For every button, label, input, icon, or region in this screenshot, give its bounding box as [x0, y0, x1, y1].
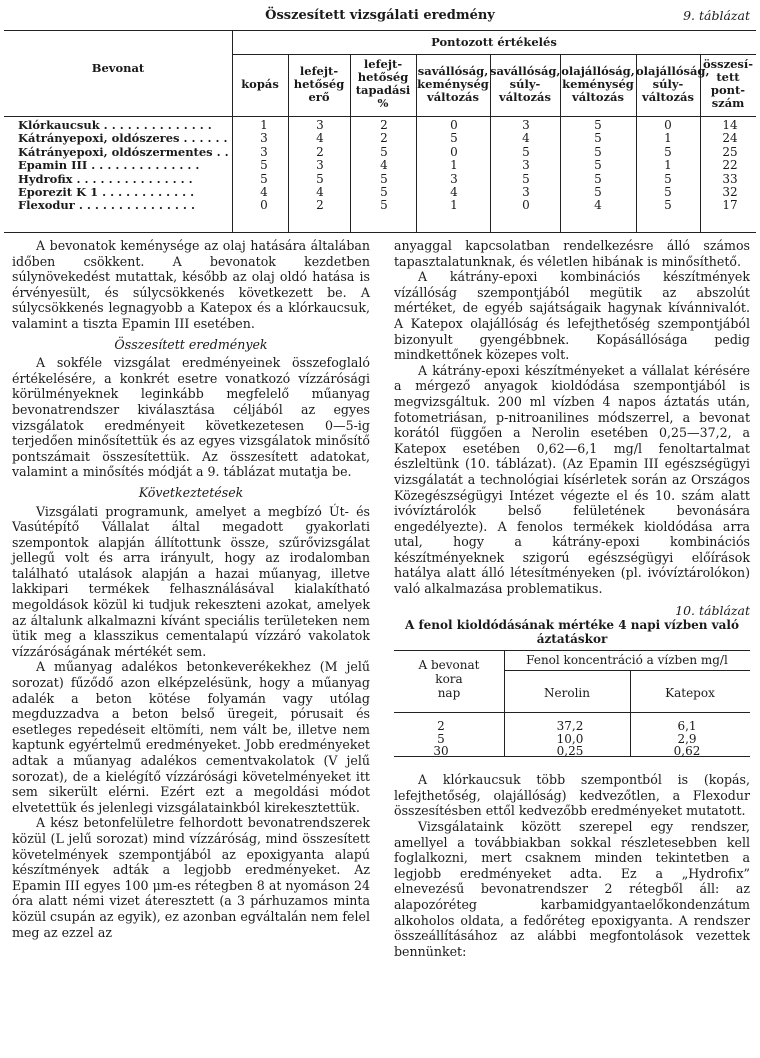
- table-cell: 5: [380, 171, 388, 186]
- table-cell: 5: [664, 198, 672, 213]
- table-cell: 17: [722, 198, 738, 213]
- right-column: [394, 238, 750, 959]
- table-cell: 2: [437, 719, 445, 734]
- table-cell: 6,1: [677, 719, 697, 734]
- table-9: [4, 6, 756, 236]
- table-cell: 4: [594, 198, 602, 213]
- table-cell: 5: [664, 171, 672, 186]
- row-name: Flexodur . . . . . . . . . . . . . . .: [18, 198, 195, 213]
- paragraph: A klórkaucsuk több szempontból is (kopás, lefejthetőség, olajállóság) kedvezőtlen, a Flexodur összesítésben ettől kedvezőbb eredményeket mutatott.: [394, 772, 750, 819]
- table-cell: 4: [316, 131, 324, 146]
- paragraph: A műanyag adalékos betonkeverékekhez (M jelű sorozat) fűződő azon elképzelésünk, hogy a műanyag adalék a beton kötése folyamán vagy utólag megduzzadva a beton belső üregeit, pórusait és esetleges repedéseit eltömíti, nem vált be, illetve nem kaptunk egyértelmű eredményeket. Jobb eredményeket adtak a műanyag adalékos cementvakolatok (V jelű sorozat), de a kielégítő vízzárósági követelményeket itt sem sikerült elérni. Ezért ezt a megoldási módot elvetettük és jelenlegi vizsgálatainkból kirekesztettük.: [12, 659, 370, 815]
- table-10-body: [394, 648, 750, 758]
- table-cell: 10,0: [556, 731, 584, 746]
- column-header: savállóság, súly- változás: [490, 63, 561, 104]
- header-age: A bevonat kora nap: [418, 658, 480, 701]
- table-cell: 5: [594, 185, 602, 199]
- table-cell: 2: [380, 131, 388, 146]
- row-name: Epamin III . . . . . . . . . . . . . .: [18, 158, 200, 173]
- column-header: savállóság, keménység változás: [417, 63, 489, 104]
- table-cell: 5: [664, 144, 672, 159]
- table-cell: 3: [522, 158, 530, 173]
- table-cell: 0: [450, 118, 458, 132]
- header-fenol: Fenol koncentráció a vízben mg/l: [526, 653, 728, 668]
- row-name: Kátrányepoxi, oldószeres . . . . . .: [18, 131, 228, 146]
- paragraph: A kész betonfelületre felhordott bevonatrendszerek közül (L jelű sorozat) mind vízzáróság, mind összesített követelmények szempontjából az epoxigyanta alapú készítmények adták a legjobb eredményeket. Az Epamin III egyes 100 μm-es rétegben 8 at nyomáson 24 óra alatt némi vizet áteresztett (a 3 párhuzamos minta közül csupán az egyik), ez azonban egváltalán nem felel meg az ezzel az: [12, 815, 370, 940]
- table-cell: 0: [450, 144, 458, 159]
- table-10-number: 10. táblázat: [675, 602, 750, 618]
- table-cell: 14: [722, 118, 738, 132]
- table-cell: 0: [664, 118, 672, 132]
- left-column: [12, 238, 370, 940]
- table-cell: 1: [450, 198, 458, 213]
- table-rule: [4, 30, 756, 31]
- table-cell: 5: [594, 158, 602, 173]
- row-name: Kátrányepoxi, oldószermentes . .: [18, 144, 229, 159]
- table-cell: 5: [664, 185, 672, 199]
- paragraph: A kátrány-epoxi készítményeket a vállalat kérésére a mérgező anyagok kioldódása szempontjából is megvizsgáltuk. 200 ml vízben 4 napos áztatás után, fotometriásan, p-nitroanilines módszerrel, a bevonat korától függően a Nerolin esetében 0,25—37,2, a Katepox esetében 0,62—6,1 mg/l fenoltartalmat észleltünk (10. táblázat). (Az Epamin III egészségügyi vizsgálatát a technológiai kísérletek során az Országos Közegészségügyi Intézet végezte el és 10. szám alatt ivóvíztárolók belső felületének bevonására engedélyezte). A fenolos termékek kioldódása arra utal, hogy a kátrány-epoxi kombinációs készítményeknek szigorú egészségügyi előírások hatálya alatt álló létesítményeken (pl. ivóvíztárolókon) való alkalmazása problematikus.: [394, 362, 750, 597]
- table-cell: 2: [316, 198, 324, 213]
- column-header: lefejt- hetőség erő: [293, 63, 345, 104]
- header-katepox: Katepox: [665, 686, 715, 701]
- table-cell: 3: [316, 118, 324, 132]
- table-cell: 5: [522, 144, 530, 159]
- table-cell: 3: [522, 185, 530, 199]
- table-cell: 32: [722, 185, 738, 199]
- table-rule: [4, 116, 756, 117]
- table-cell: 5: [380, 198, 388, 213]
- section-heading: Következtetések: [138, 484, 244, 500]
- column-header: olajállóság, súly- változás: [636, 63, 710, 104]
- table-cell: 3: [450, 171, 458, 186]
- section-heading: Összesített eredmények: [114, 336, 268, 352]
- table-cell: 3: [260, 131, 268, 146]
- column-header: összesí- tett pont- szám: [702, 57, 754, 110]
- table-10: [394, 603, 750, 759]
- table-cell: 0,25: [556, 744, 584, 759]
- table-cell: 3: [260, 144, 268, 159]
- table-cell: 5: [594, 118, 602, 132]
- paragraph: A kátrány-epoxi kombinációs készítmények vízállóság szempontjából megütik az abszolút mértéket, de egyéb sajátságaik hagynak kívánnivalót. A Katepox olajállóság és lefejthetőség szempontjából bizonyult gyengébbnek. Kopásállósága pedig mindkettőnek közepes volt.: [394, 269, 750, 363]
- table-cell: 4: [380, 158, 388, 173]
- row-name: Hydrofix . . . . . . . . . . . . . . .: [18, 171, 193, 186]
- header-nerolin: Nerolin: [544, 686, 590, 701]
- table-rule: [232, 54, 756, 55]
- table-cell: 5: [594, 144, 602, 159]
- table-cell: 4: [316, 185, 324, 199]
- table-cell: 5: [437, 731, 445, 746]
- table-cell: 1: [450, 158, 458, 173]
- table-cell: 5: [522, 171, 530, 186]
- paragraph: A bevonatok keménysége az olaj hatására általában időben csökkent. A bevonatok kezdetben súlynövekedést mutattak, később az olaj oldó hatása is érvényesült, és súlycsökkenés következett be. A súlycsökkenés legnagyobb a Katepox és a klórkaucsuk, valamint a tiszta Epamin III esetében.: [12, 238, 370, 331]
- column-header: kopás: [241, 76, 279, 91]
- table-cell: 33: [722, 171, 738, 186]
- table-cell: 1: [664, 158, 672, 173]
- row-name: Eporezit K 1 . . . . . . . . . . . .: [18, 185, 195, 199]
- header-pontozott: Pontozott értékelés: [431, 35, 557, 49]
- table-cell: 2: [316, 144, 324, 159]
- table-cell: 5: [380, 144, 388, 159]
- table-cell: 5: [260, 171, 268, 186]
- paragraph: Vizsgálati programunk, amelyet a megbízó Út- és Vasútépítő Vállalat által megadott gyakorlati szempontok alapján állítottunk össze, szűrővizsgálat jellegű volt és arra irányult, hogy az irodalomban található utalások alapján a hazai műanyag, illetve lakkipari termékek felhasználásával kialakítható megoldások közül ki tudjuk rekeszteni azokat, amelyek az általunk alkalmazni kívánt speciális területeken nem ütik meg a klasszikus cementalapú vízzáró vakolatok vízzáróságának mértékét sem.: [12, 503, 370, 659]
- table-cell: 5: [450, 131, 458, 146]
- column-header: olajállóság, keménység változás: [561, 63, 635, 104]
- column-header: lefejt- hetőség tapadási %: [355, 57, 411, 110]
- table-cell: 5: [594, 171, 602, 186]
- table-cell: 4: [522, 131, 530, 146]
- table-rule: [504, 670, 750, 671]
- table-cell: 3: [522, 118, 530, 132]
- table-cell: 25: [722, 144, 738, 159]
- table-10-title: A fenol kioldódásának mértéke 4 napi vízben való áztatáskor: [405, 618, 739, 647]
- table-cell: 3: [316, 158, 324, 173]
- table-cell: 1: [260, 118, 268, 132]
- table-9-number: 9. táblázat: [683, 8, 750, 23]
- table-cell: 4: [450, 185, 458, 199]
- table-cell: 24: [722, 131, 738, 146]
- table-cell: 5: [316, 171, 324, 186]
- table-cell: 0: [260, 198, 268, 213]
- table-9-title: Összesített vizsgálati eredmény: [265, 8, 495, 23]
- paragraph: A sokféle vizsgálat eredményeinek összefoglaló értékelésére, a konkrét esetre vonatkozó vízzárósági körülményeknek leginkább megfelelő műanyag bevonatrendszer kiválasztása céljából az egyes vizsgálatok eredményeit következetesen 0—5-ig terjedően minősítettük és az egyes vizsgálatok minősítő pontszámait összesítettük. Az összesített adatokat, valamint a minősítés módját a 9. táblázat mutatja be.: [12, 355, 370, 480]
- table-cell: 2,9: [677, 731, 697, 746]
- paragraph: Vizsgálataink között szerepel egy rendszer, amellyel a továbbiakban sokkal részletesebben kell foglalkozni, mert csaknem minden tekintetben a legjobb eredményeket adta. Ez a „Hydrofix” elnevezésű bevonatrendszer 2 rétegből áll: az alapozóréteg karbamidgyantaelőkondenzátum alkoholos oldata, a fedőréteg epoxigyanta. A rendszer összeállításához az alábbi megfontolások vezettek bennünket:: [394, 819, 750, 959]
- table-cell: 4: [260, 185, 268, 199]
- table-cell: 30: [433, 744, 449, 759]
- table-cell: 22: [722, 158, 738, 173]
- table-cell: 1: [664, 131, 672, 146]
- table-rule: [232, 30, 233, 232]
- table-cell: 37,2: [556, 719, 584, 734]
- table-cell: 0: [522, 198, 530, 213]
- table-cell: 0,62: [673, 744, 701, 759]
- table-cell: 5: [260, 158, 268, 173]
- table-cell: 5: [380, 185, 388, 199]
- header-bevonat: Bevonat: [91, 61, 145, 75]
- table-cell: 5: [594, 131, 602, 146]
- table-rule: [394, 712, 750, 713]
- row-name: Klórkaucsuk . . . . . . . . . . . . . .: [18, 118, 212, 132]
- table-cell: 2: [380, 118, 388, 132]
- paragraph: anyaggal kapcsolatban rendelkezésre álló számos tapasztalatunknak, és véletlen hibának is minősíthető.: [394, 238, 750, 269]
- table-rule: [394, 650, 750, 651]
- table-rule: [4, 232, 756, 233]
